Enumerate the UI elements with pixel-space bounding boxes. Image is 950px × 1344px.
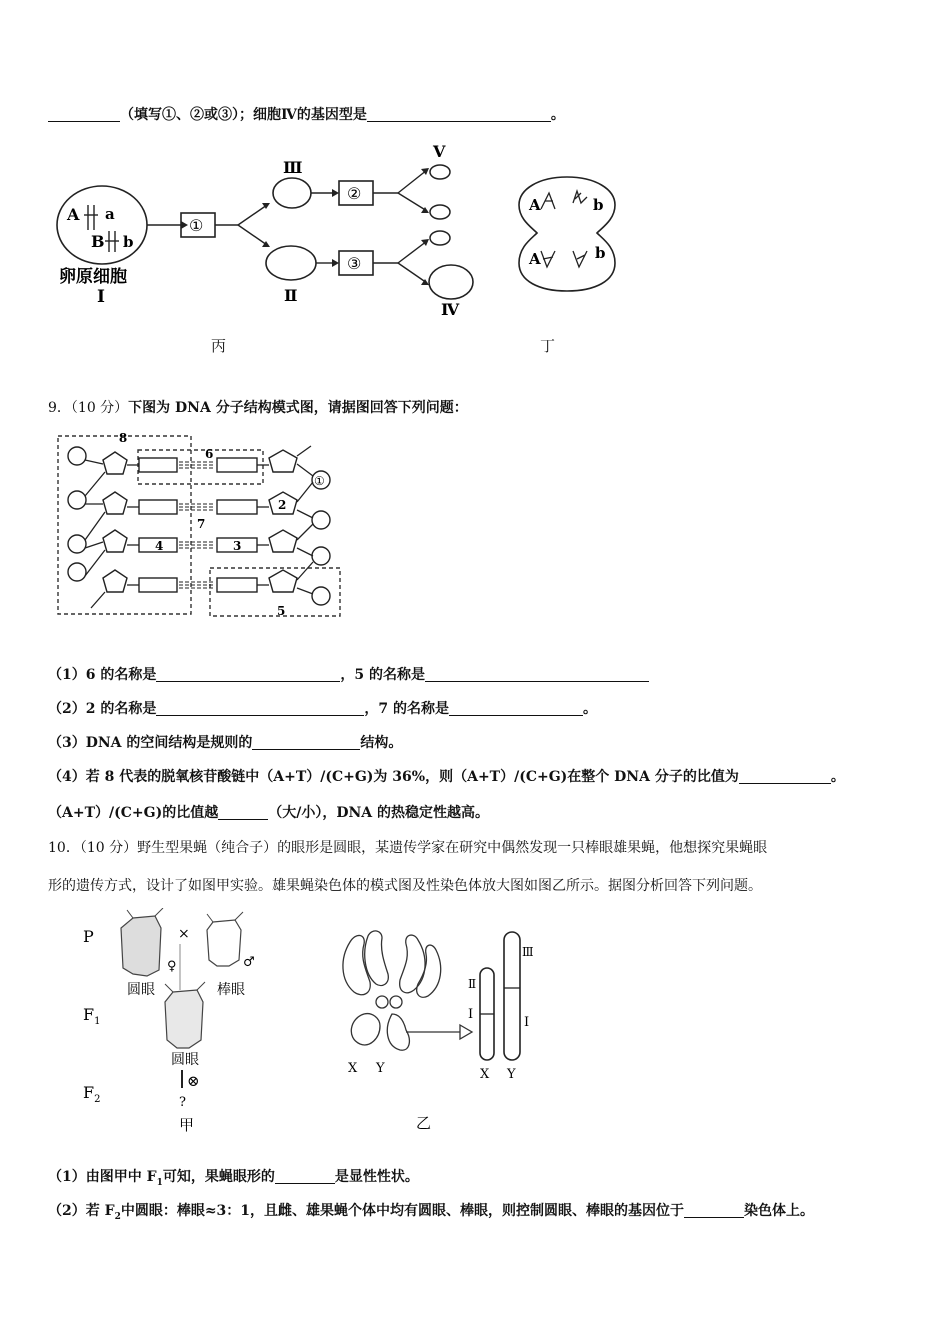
fly-bar-eye-male xyxy=(207,920,241,966)
q9-part4: （4）若 8 代表的脱氧核苷酸链中（A+T）/(C+G)为 36%，则（A+T）/(C+G)在整个 DNA 分子的比值为 。 xyxy=(48,769,845,785)
base xyxy=(139,578,177,592)
caption-yi: 乙 xyxy=(416,1114,432,1132)
y-label-small: Y xyxy=(376,1061,385,1076)
box-6 xyxy=(138,450,263,484)
region-I-label-y: Ⅰ xyxy=(524,1015,530,1030)
cell-IV xyxy=(429,265,473,299)
answer-blank[interactable] xyxy=(367,107,551,122)
answer-blank[interactable] xyxy=(156,667,340,682)
cell-IV-label: Ⅳ xyxy=(441,300,460,319)
deoxyribose xyxy=(103,530,127,552)
cell-III-label: Ⅲ xyxy=(283,158,303,177)
autosome xyxy=(417,945,441,997)
region-III-label: Ⅲ xyxy=(522,945,534,959)
f1-eye-label: 圆眼 xyxy=(171,1052,199,1068)
answer-blank[interactable] xyxy=(684,1203,744,1218)
top-line: （填写①、②或③）；细胞Ⅳ的基因型是 。 xyxy=(48,104,565,124)
x-chromosome xyxy=(351,1014,380,1045)
label-3: 3 xyxy=(233,539,242,553)
region-I-label-x: Ⅰ xyxy=(468,1007,474,1022)
autosome xyxy=(400,935,425,993)
gene-a: a xyxy=(105,205,115,223)
caption-jia: 甲 xyxy=(179,1116,195,1134)
y-chromosome-enlarged xyxy=(504,932,520,1060)
figure-bing xyxy=(55,135,495,365)
dot-chromosome xyxy=(390,996,402,1008)
answer-blank[interactable] xyxy=(425,667,649,682)
phosphate xyxy=(312,547,330,565)
label-8: 8 xyxy=(118,432,128,445)
phosphate xyxy=(312,511,330,529)
y-label-enlarged: Y xyxy=(507,1067,516,1082)
deoxyribose xyxy=(103,452,127,474)
label-P: P xyxy=(83,927,94,946)
q10-part2: （2）若 $F_2$中圆眼：棒眼≈3：1，且雌、雄果蝇个体中均有圆眼、棒眼，则控制圆眼、棒眼的基因位于 染色体上。 xyxy=(48,1203,815,1222)
cell-V-label: Ⅴ xyxy=(433,142,446,161)
x-label-small: X xyxy=(348,1061,358,1076)
cell-II-label: Ⅱ xyxy=(284,286,298,305)
label-1: ① xyxy=(314,474,325,488)
phosphate xyxy=(68,535,86,553)
base xyxy=(217,458,257,472)
gene-A: A xyxy=(67,205,80,224)
selfing-symbol: ⊗ xyxy=(187,1072,200,1090)
answer-blank[interactable] xyxy=(739,769,831,784)
q9-text: 下图为 DNA 分子结构模式图，请据图回答下列问题： xyxy=(128,400,468,416)
base xyxy=(139,500,177,514)
step1-label: ① xyxy=(189,216,204,235)
cross-symbol: × xyxy=(178,926,190,942)
figure-yi-chromosomes xyxy=(320,922,550,1134)
q10-stem-line2: 形的遗传方式，设计了如图甲实验。雄果蝇染色体的模式图及性染色体放大图如图乙所示。据图分析回答下列问题。 xyxy=(48,878,762,894)
label-6: 6 xyxy=(205,447,214,461)
phosphate xyxy=(68,491,86,509)
q9-part5: （A+T）/(C+G)的比值越 （大/小），DNA 的热稳定性越高。 xyxy=(48,805,489,821)
q10-stem-line1: 10．（10 分）野生型果蝇（纯合子）的眼形是圆眼，某遗传学家在研究中偶然发现一只棒眼雄果蝇，他想探究果蝇眼 xyxy=(48,840,768,856)
step2-label: ② xyxy=(347,184,362,203)
polar-body-V xyxy=(430,165,450,179)
fly-round-eye-female xyxy=(121,916,161,976)
figure-ding xyxy=(515,175,620,295)
polar-body xyxy=(430,231,450,245)
q9-stem xyxy=(48,397,468,417)
male-symbol: ♂ xyxy=(243,955,255,970)
dna-structure-diagram xyxy=(55,432,355,622)
deoxyribose xyxy=(269,450,297,472)
deoxyribose xyxy=(269,530,297,552)
oogonium-label: 卵原细胞 xyxy=(59,267,127,287)
base xyxy=(139,458,177,472)
answer-blank[interactable] xyxy=(156,701,364,716)
step3-label: ③ xyxy=(347,254,362,273)
deoxyribose xyxy=(103,492,127,514)
q9-part2: （2）2 的名称是 ，7 的名称是 。 xyxy=(48,701,597,717)
q9-part1: （1）6 的名称是 ，5 的名称是 xyxy=(48,664,649,684)
x-label-enlarged: X xyxy=(480,1067,490,1082)
gene-A-lower: A xyxy=(529,250,541,268)
dot-chromosome xyxy=(376,996,388,1008)
answer-blank[interactable] xyxy=(48,107,120,122)
q10-number: 10．（10 分） xyxy=(48,840,138,856)
gene-A-upper: A xyxy=(529,196,541,214)
gene-b-lower: b xyxy=(595,244,606,262)
label-5: 5 xyxy=(277,604,286,618)
base xyxy=(217,578,257,592)
caption-ding: 丁 xyxy=(540,337,556,355)
bar-eye-label: 棒眼 xyxy=(217,982,245,998)
oogonium-numeral: Ⅰ xyxy=(97,287,105,307)
phosphate xyxy=(312,587,330,605)
female-symbol: ♀ xyxy=(167,959,177,974)
fly-f1 xyxy=(165,990,203,1048)
cell-II xyxy=(266,246,316,280)
phosphate xyxy=(68,447,86,465)
gene-b: b xyxy=(123,233,134,251)
label-F1: $F_1$ xyxy=(83,1005,101,1027)
gene-b-upper: b xyxy=(593,196,604,214)
top-line-text: （填写①、②或③）；细胞Ⅳ的基因型是 xyxy=(120,107,367,123)
label-F2: $F_2$ xyxy=(83,1083,101,1105)
answer-blank[interactable] xyxy=(449,701,583,716)
q9-part3: （3）DNA 的空间结构是规则的 结构。 xyxy=(48,735,403,751)
gene-B: B xyxy=(91,232,105,251)
figure-jia-cross xyxy=(75,908,285,1140)
answer-blank[interactable] xyxy=(275,1169,335,1184)
polar-body xyxy=(430,205,450,219)
label-2: 2 xyxy=(278,498,287,512)
caption-bing: 丙 xyxy=(211,337,227,355)
q9-number: 9．（10 分） xyxy=(48,400,129,416)
deoxyribose xyxy=(103,570,127,592)
region-II-label: Ⅱ xyxy=(468,977,477,991)
label-4: 4 xyxy=(155,539,164,553)
q10-part1: （1）由图甲中 $F_1$可知，果蝇眼形的 是显性性状。 xyxy=(48,1169,419,1188)
cell-III xyxy=(273,178,311,208)
deoxyribose xyxy=(269,570,297,592)
answer-blank[interactable] xyxy=(252,735,360,750)
answer-blank[interactable] xyxy=(218,805,268,820)
dividing-cell xyxy=(519,177,615,291)
phosphate xyxy=(68,563,86,581)
f2-unknown: ? xyxy=(179,1095,186,1110)
label-7: 7 xyxy=(197,517,206,531)
oogonium-cell xyxy=(57,186,147,264)
base xyxy=(217,500,257,514)
round-eye-label: 圆眼 xyxy=(127,982,155,998)
